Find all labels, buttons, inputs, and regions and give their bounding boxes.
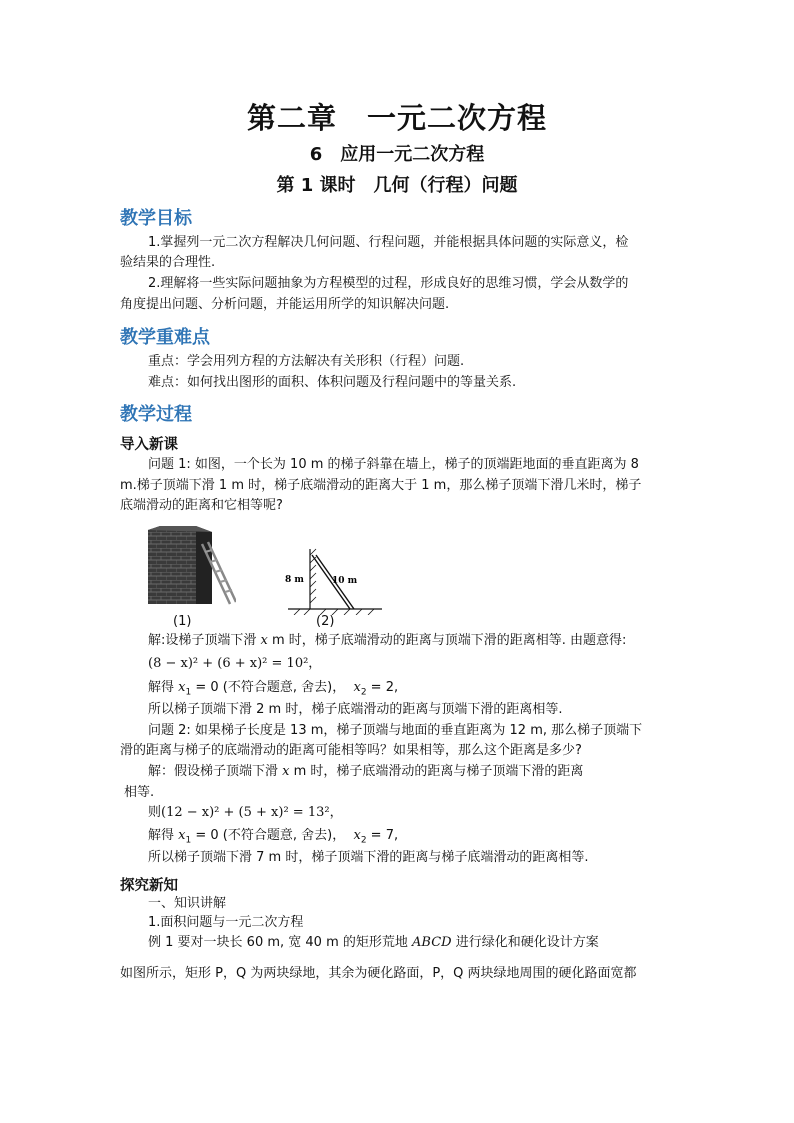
process-heading: 教学过程: [120, 404, 192, 425]
problem-2-line-2: 滑的距离与梯子的底端滑动的距离可能相等吗？如果相等，那么这个距离是多少?: [120, 743, 582, 758]
key-points-heading: 教学重难点: [120, 327, 210, 348]
figure-1-caption: (1): [173, 614, 192, 629]
label-8m: 8 m: [285, 575, 304, 585]
solution-2-intro-cont: 相等.: [124, 785, 155, 800]
equation-1: (8 − x)² + (6 + x)² = 10²，: [148, 656, 322, 671]
problem-2-line-1: 问题 2: 如果梯子长度是 13 m，梯子顶端与地面的垂直距离为 12 m, 那么梯子顶端下: [148, 723, 643, 738]
knowledge-heading: 一、知识讲解: [148, 896, 227, 911]
intro-heading: 导入新课: [120, 437, 178, 453]
goals-heading: 教学目标: [120, 208, 192, 229]
explore-heading: 探究新知: [120, 878, 178, 894]
problem-1-line-1: 问题 1: 如图，一个长为 10 m 的梯子斜靠在墙上，梯子的顶端距地面的垂直距离为 8: [148, 457, 639, 472]
solution-2-roots: 解得 $x_1 = 0$ (不符合题意, 舍去)， $x_2 = 7$,: [148, 828, 399, 846]
example-1-description: 如图所示，矩形 P，Q 为两块绿地，其余为硬化路面，P，Q 两块绿地周围的硬化路面宽都: [120, 966, 637, 981]
problem-1-line-3: 底端滑动的距离和它相等呢?: [120, 498, 283, 513]
section-title: 6 应用一元二次方程: [309, 144, 485, 165]
goal-2-line-2: 角度提出问题、分析问题，并能运用所学的知识解决问题.: [120, 297, 450, 312]
goal-1-line-1: 1.掌握列一元二次方程解决几何问题、行程问题，并能根据具体问题的实际意义，检: [148, 235, 629, 250]
key-point: 重点：学会用列方程的方法解决有关形积（行程）问题.: [148, 354, 465, 369]
answer-1: 所以梯子顶端下滑 2 m 时，梯子底端滑动的距离与顶端下滑的距离相等.: [148, 702, 563, 717]
goal-1-line-2: 验结果的合理性.: [120, 255, 216, 270]
answer-2: 所以梯子顶端下滑 7 m 时，梯子顶端下滑的距离与梯子底端滑动的距离相等.: [148, 850, 589, 865]
chapter-title: 第二章 一元二次方程: [246, 101, 547, 135]
goal-2-line-1: 2.理解将一些实际问题抽象为方程模型的过程，形成良好的思维习惯，学会从数学的: [148, 276, 629, 291]
lesson-title: 第 1 课时 几何（行程）问题: [276, 175, 518, 196]
solution-2-intro: 解：假设梯子顶端下滑 x m 时，梯子底端滑动的距离与梯子顶端下滑的距离: [148, 764, 584, 779]
problem-1-line-2: m.梯子顶端下滑 1 m 时，梯子底端滑动的距离大于 1 m，那么梯子顶端下滑几米时，梯子: [120, 478, 642, 493]
label-10m: 10 m: [332, 576, 358, 586]
ladder-wall-photo: [146, 524, 236, 606]
ladder-diagram: [284, 545, 384, 615]
equation-2: 则(12 − x)² + (5 + x)² = 13²，: [148, 805, 343, 820]
difficulty-point: 难点：如何找出图形的面积、体积问题及行程问题中的等量关系.: [148, 375, 517, 390]
area-problem-heading: 1.面积问题与一元二次方程: [148, 915, 304, 930]
example-1: 例 1 要对一块长 60 m, 宽 40 m 的矩形荒地 ABCD 进行绿化和硬化设计方案: [148, 935, 599, 950]
solution-1-intro: 解:设梯子顶端下滑 x m 时，梯子底端滑动的距离与顶端下滑的距离相等. 由题意得:: [148, 633, 627, 648]
figure-2-caption: (2): [316, 614, 335, 629]
solution-1-roots: 解得 $x_1 = 0$ (不符合题意, 舍去)， $x_2 = 2$,: [148, 680, 399, 698]
